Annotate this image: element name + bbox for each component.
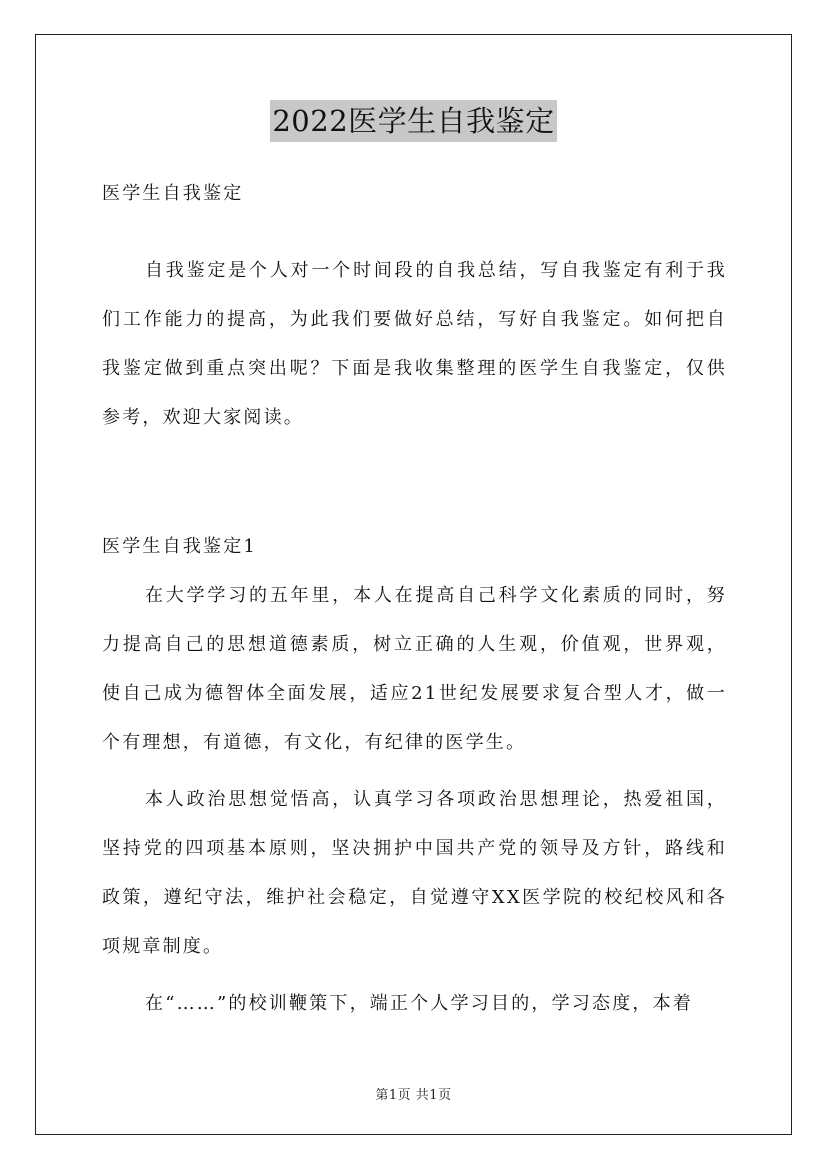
page-footer — [0, 1084, 827, 1103]
section-heading: 医学生自我鉴定1 — [102, 536, 258, 557]
document-body — [102, 169, 727, 1028]
section-heading: 医学生自我鉴定 — [102, 183, 244, 204]
paragraph: 自我鉴定是个人对一个时间段的自我总结，写自我鉴定有利于我们工作能力的提高，为此我们要做好总结，写好自我鉴定。如何把自我鉴定做到重点突出呢？下面是我收集整理的医学生自我鉴定，仅供参考，欢迎大家阅读。 — [102, 260, 727, 428]
paragraph: 在大学学习的五年里，本人在提高自己科学文化素质的同时，努力提高自己的思想道德素质，树立正确的人生观，价值观，世界观，使自己成为德智体全面发展，适应21世纪发展要求复合型人才，做一个有理想，有道德，有文化，有纪律的医学生。 — [102, 585, 727, 753]
document-title — [0, 100, 827, 142]
paragraph: 在“……”的校训鞭策下，端正个人学习目的，学习态度，本着 — [145, 993, 694, 1014]
paragraph: 本人政治思想觉悟高，认真学习各项政治思想理论，热爱祖国，坚持党的四项基本原则，坚决拥护中国共产党的领导及方针，路线和政策，遵纪守法，维护社会稳定，自觉遵守XX医学院的校纪校风和各项规章制度。 — [102, 789, 727, 957]
document-title-text: 2022医学生自我鉴定 — [270, 100, 556, 142]
page-number-label: 第1页 共1页 — [375, 1088, 452, 1103]
